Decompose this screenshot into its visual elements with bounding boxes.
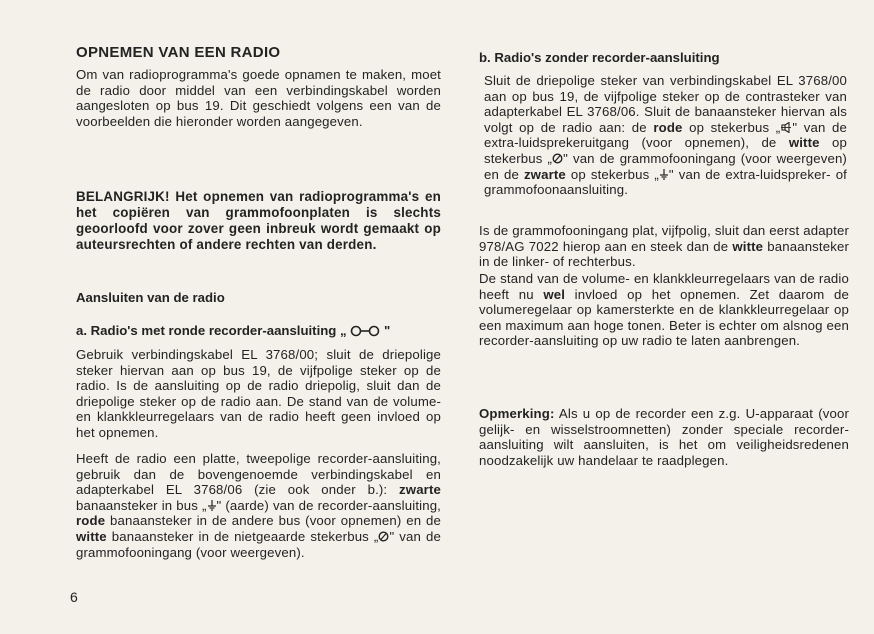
subheading-a-close: ": [383, 323, 391, 338]
paragraph-a1-text: Gebruik verbindingskabel EL 3768/00; sluit de driepolige steker hiervan aan op bus 19, de vijfpolige steker op de radio. Is de aansluiting op de radio driepolig, sluit dan de driepolige steker op de radio aan. De stand van de volume- en klankkleurregelaars van de radio heeft geen invloed op het opnemen.: [76, 347, 441, 440]
note-label: Opmerking:: [479, 406, 555, 421]
note-text: Als u op de recorder een z.g. U-apparaat (voor gelijk- en wisselstroomnetten) zonder speciale recorder-aansluiting wilt aansluiten, is het om veiligheidsredenen noodzakelijk uw handelaar te raadplegen.: [479, 406, 849, 468]
bold-witte: witte: [788, 135, 820, 151]
paragraph-b1-text-6: op stekerbus „: [565, 166, 659, 182]
gramophone-socket-icon: [378, 531, 389, 542]
paragraph-a2-text-2: banaansteker in bus „: [76, 497, 207, 513]
paragraph-b1-text-4: op stekerbus „: [484, 135, 847, 166]
paragraph-a2: [76, 451, 441, 560]
paragraph-b2-text-1: Is de grammofooningang plat, vijfpolig, sluit dan eerst adapter 978/AG 7022 hierop aan en steek dan de: [479, 223, 849, 254]
paragraph-b3: [479, 271, 849, 349]
intro-paragraph: Om van radioprogramma's goede opnamen te maken, moet de radio door middel van een verbindingskabel worden aangesloten op bus 19. Dit geschiedt volgens een van de voorbeelden die hieronder worden aangegeven.: [76, 67, 441, 129]
paragraph-a2-text-3: " (aarde) van de recorder-aansluiting,: [216, 497, 441, 513]
page-number: 6: [70, 589, 78, 605]
bold-wel: wel: [543, 286, 566, 302]
section-heading: Aansluiten van de radio: [76, 290, 225, 305]
paragraph-a2-text-6: " van de grammofooningang (voor weergeven).: [76, 528, 441, 560]
paragraph-b1-text-3: " van de extra-luidsprekeruitgang (voor opnemen), de: [484, 119, 847, 151]
page-title: OPNEMEN VAN EEN RADIO: [76, 44, 281, 61]
gramophone-socket-icon: [552, 153, 563, 164]
round-recorder-connector-icon: [350, 325, 380, 337]
paragraph-a1: [76, 347, 441, 441]
paragraph-b1-text-5: " van de grammofooningang (voor weergeven) en de: [484, 150, 847, 182]
paragraph-b1-text-2: op stekerbus „: [682, 119, 781, 135]
paragraph-b1: [479, 73, 847, 198]
paragraph-b3-text-1: De stand van de volume- en klankkleurregelaars van de radio heeft nu: [479, 271, 849, 302]
bold-zwarte: zwarte: [523, 166, 566, 182]
paragraph-b2: [479, 223, 849, 270]
paragraph-b1-text-7: " van de extra-luidspreker- of grammofoonaansluiting.: [484, 166, 847, 198]
warning-paragraph: BELANGRIJK! Het opnemen van radioprogramma's en het copiëren van grammofoonplaten is slechts geoorloofd voor zover geen inbreuk wordt gemaakt op auteursrechten of andere rechten van derden.: [76, 189, 441, 252]
bold-rode: rode: [653, 119, 683, 135]
bold-witte: witte: [76, 528, 107, 544]
speaker-socket-icon: [780, 122, 792, 133]
paragraph-a2-text-5: banaansteker in de nietgeaarde stekerbus „: [106, 528, 379, 544]
paragraph-b2-text-2: banaansteker in de linker- of rechterbus.: [479, 238, 849, 270]
ground-icon: [659, 169, 669, 180]
bold-zwarte: zwarte: [399, 482, 441, 498]
paragraph-a2-text-4: banaansteker in de andere bus (voor opnemen) en de: [105, 513, 441, 529]
bold-rode: rode: [76, 513, 106, 529]
subheading-a-text: a. Radio's met ronde recorder-aansluiting „: [76, 323, 347, 338]
subheading-a: [76, 323, 390, 338]
ground-icon: [207, 500, 217, 511]
paragraph-b1-text-1: Sluit de driepolige steker van verbindingskabel EL 3768/00 aan op bus 19, de vijfpolige steker op de contrasteker van adapterkabel EL 3768/06. Sluit de banaansteker hiervan als volgt op de radio aan: de: [484, 73, 847, 135]
paragraph-a2-text-1: Heeft de radio een platte, tweepolige recorder-aansluiting, gebruik dan de bovengenoemde verbindingskabel en adapterkabel EL 3768/06 (zie ook onder b.):: [76, 451, 441, 498]
subheading-b: b. Radio's zonder recorder-aansluiting: [479, 50, 720, 65]
paragraph-b3-text-2: invloed op het opnemen. Zet daarom de volumeregelaar op kamersterkte en de klankkleurregelaar op een maximum aan hoge tonen. Beter is echter om alsnog een recorder-aansluiting op uw radio te laten aanbrengen.: [479, 286, 849, 349]
bold-witte: witte: [732, 238, 764, 254]
note-paragraph: [479, 406, 849, 468]
